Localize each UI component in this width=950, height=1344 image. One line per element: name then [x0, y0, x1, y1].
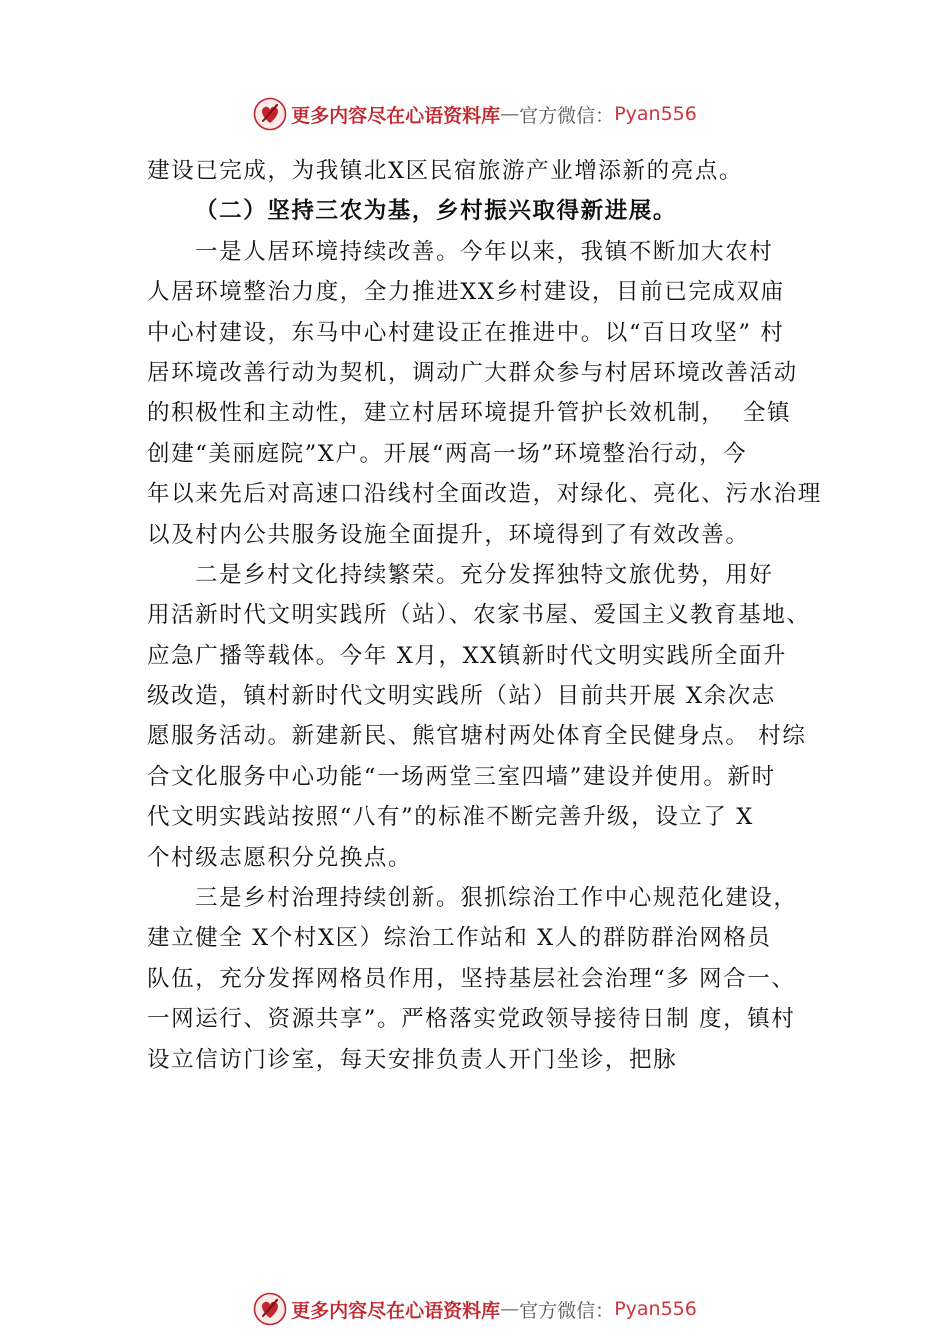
watermark-separator: ： — [595, 1299, 615, 1322]
document-body — [147, 151, 827, 1080]
text-line: 建立健全 X个村X区）综治工作站和 X人的群防群治网格员 — [147, 925, 772, 952]
watermark-library-name: 更多内容尽在心语资料库 — [291, 1299, 501, 1322]
paragraph-first-line: 二是乡村文化持续繁荣。充分发挥独特文旅优势，用好 — [195, 561, 774, 588]
text-line: 应急广播等载体。今年 X月，XX镇新时代文明实践所全面升 — [147, 642, 788, 669]
section-heading: （二）坚持三农为基，乡村振兴取得新进展。 — [195, 198, 678, 225]
text-line: 居环境改善行动为契机，调动广大群众参与村居环境改善活动 — [147, 359, 798, 386]
text-line: 的积极性和主动性，建立村居环境提升管护长效机制， 全镇 — [147, 400, 792, 427]
text-line: 中心村建设，东马中心村建设正在推进中。以“百日攻坚” 村 — [147, 319, 785, 346]
text-line: 愿服务活动。新建新民、熊官塘村两处体育全民健身点。 村综 — [147, 723, 807, 750]
watermark-separator: ： — [595, 104, 615, 127]
heart-logo-icon — [253, 97, 287, 131]
text-line: 合文化服务中心功能“一场两堂三室四墙”建设并使用。新时 — [147, 763, 776, 790]
text-line: 级改造，镇村新时代文明实践所（站）目前共开展 X余次志 — [147, 683, 776, 710]
watermark-header — [0, 94, 950, 134]
heart-logo-icon — [253, 1292, 287, 1326]
text-line: 建设已完成，为我镇北X区民宿旅游产业增添新的亮点。 — [147, 158, 744, 184]
paragraph-first-line: 一是人居环境持续改善。今年以来，我镇不断加大农村 — [195, 238, 774, 265]
watermark-wechat-label: 官方微信 — [519, 104, 596, 127]
watermark-footer — [0, 1289, 950, 1329]
watermark-wechat-id: Pyan556 — [614, 1298, 697, 1320]
text-line: 人居环境整治力度，全力推进XX乡村建设，目前已完成双庙 — [147, 279, 785, 306]
text-line: 年以来先后对高速口沿线村全面改造，对绿化、亮化、污水治理 — [147, 481, 822, 508]
text-line: 用活新时代文明实践所（站）、农家书屋、爱国主义教育基地、 — [147, 602, 811, 629]
watermark-dash: — — [500, 1298, 520, 1320]
text-line: 个村级志愿积分兑换点。 — [147, 844, 413, 871]
paragraph-first-line: 三是乡村治理持续创新。狠抓综治工作中心规范化建设， — [195, 885, 798, 912]
text-line: 代文明实践站按照“八有”的标准不断完善升级，设立了 X — [147, 804, 754, 831]
text-line: 一网运行、资源共享”。严格落实党政领导接待日制 度，镇村 — [147, 1006, 796, 1033]
watermark-library-name: 更多内容尽在心语资料库 — [291, 104, 501, 127]
text-line: 以及村内公共服务设施全面提升，环境得到了有效改善。 — [147, 521, 750, 548]
text-line: 设立信访门诊室，每天安排负责人开门坐诊，把脉 — [147, 1046, 678, 1073]
text-line: 创建“美丽庭院”X户。开展“两高一场”环境整治行动，今 — [147, 440, 748, 467]
watermark-wechat-id: Pyan556 — [614, 103, 697, 125]
text-line: 队伍，充分发挥网格员作用，坚持基层社会治理“多 网合一、 — [147, 965, 796, 992]
watermark-dash: — — [500, 103, 520, 125]
watermark-wechat-label: 官方微信 — [519, 1299, 596, 1322]
